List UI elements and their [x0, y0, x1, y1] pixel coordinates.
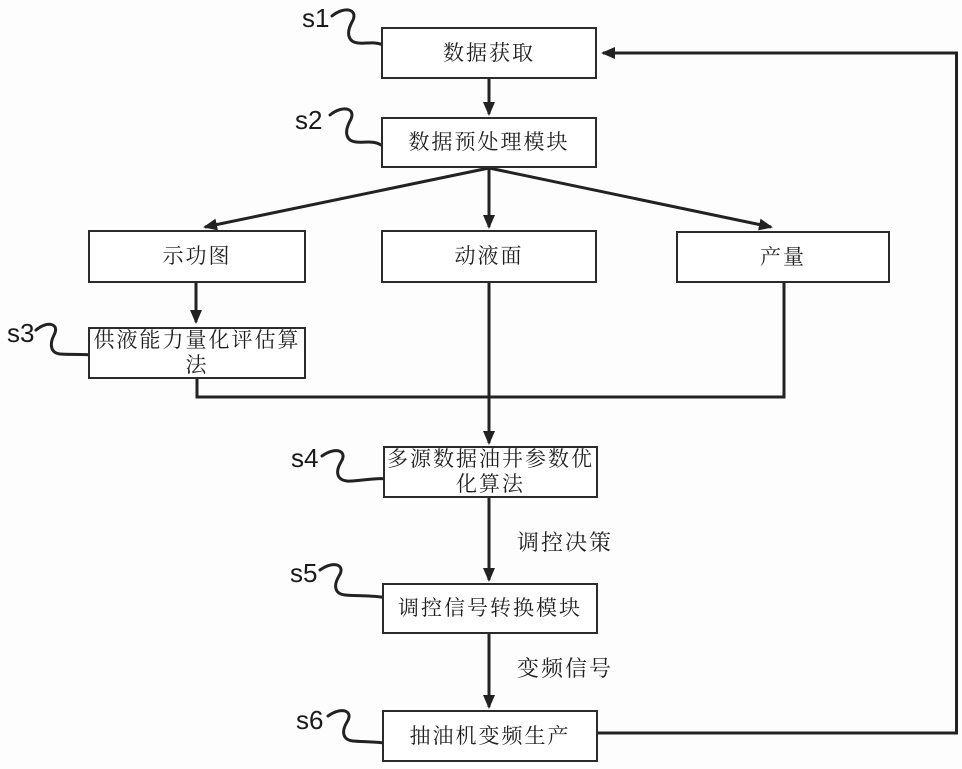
edge-label-frequency-signal: 变频信号 — [517, 656, 614, 681]
node-multi-source-optimization-algorithm-label: 多源数据油井参数优化算法 — [387, 448, 594, 496]
node-control-signal-conversion-module-label: 调控信号转换模块 — [398, 597, 582, 620]
node-supply-capacity-evaluation-algorithm — [88, 327, 306, 379]
arrow-s2-to-production — [489, 168, 771, 227]
node-data-preprocessing-module-label: 数据预处理模块 — [408, 131, 570, 154]
node-dynamic-fluid-level — [381, 230, 597, 283]
step-tag-s5: s5 — [290, 558, 318, 588]
leader-squiggle-s4 — [322, 451, 386, 482]
step-tag-s1: s1 — [302, 3, 330, 33]
node-pumping-unit-frequency-production-label: 抽油机变频生产 — [409, 724, 571, 748]
edge-label-control-decision: 调控决策 — [517, 530, 614, 555]
node-production-label: 产量 — [760, 245, 806, 269]
node-indicator-diagram-label: 示功图 — [162, 245, 232, 268]
arrow-s2-to-indicator-diagram — [205, 168, 489, 227]
step-tag-s6: s6 — [296, 705, 324, 735]
node-data-acquisition — [381, 27, 597, 79]
node-data-acquisition-label: 数据获取 — [443, 41, 535, 65]
leader-squiggle-s6 — [328, 711, 388, 744]
arrow-feedback-s6-to-s1 — [598, 53, 957, 733]
node-indicator-diagram — [88, 230, 306, 283]
step-tag-s2: s2 — [295, 105, 323, 135]
leader-squiggle-s2 — [330, 109, 381, 145]
node-data-preprocessing-module — [381, 117, 597, 168]
node-multi-source-optimization-algorithm — [383, 446, 598, 498]
step-tag-s4: s4 — [291, 443, 319, 473]
node-dynamic-fluid-level-label: 动液面 — [454, 245, 524, 268]
step-tag-s3: s3 — [7, 318, 35, 348]
node-control-signal-conversion-module — [382, 583, 598, 634]
leader-squiggle-s1 — [332, 10, 383, 45]
node-supply-capacity-evaluation-algorithm-label: 供液能力量化评估算法 — [93, 329, 301, 377]
leader-squiggle-s5 — [320, 565, 386, 598]
node-pumping-unit-frequency-production — [382, 710, 598, 762]
node-production — [676, 231, 890, 283]
